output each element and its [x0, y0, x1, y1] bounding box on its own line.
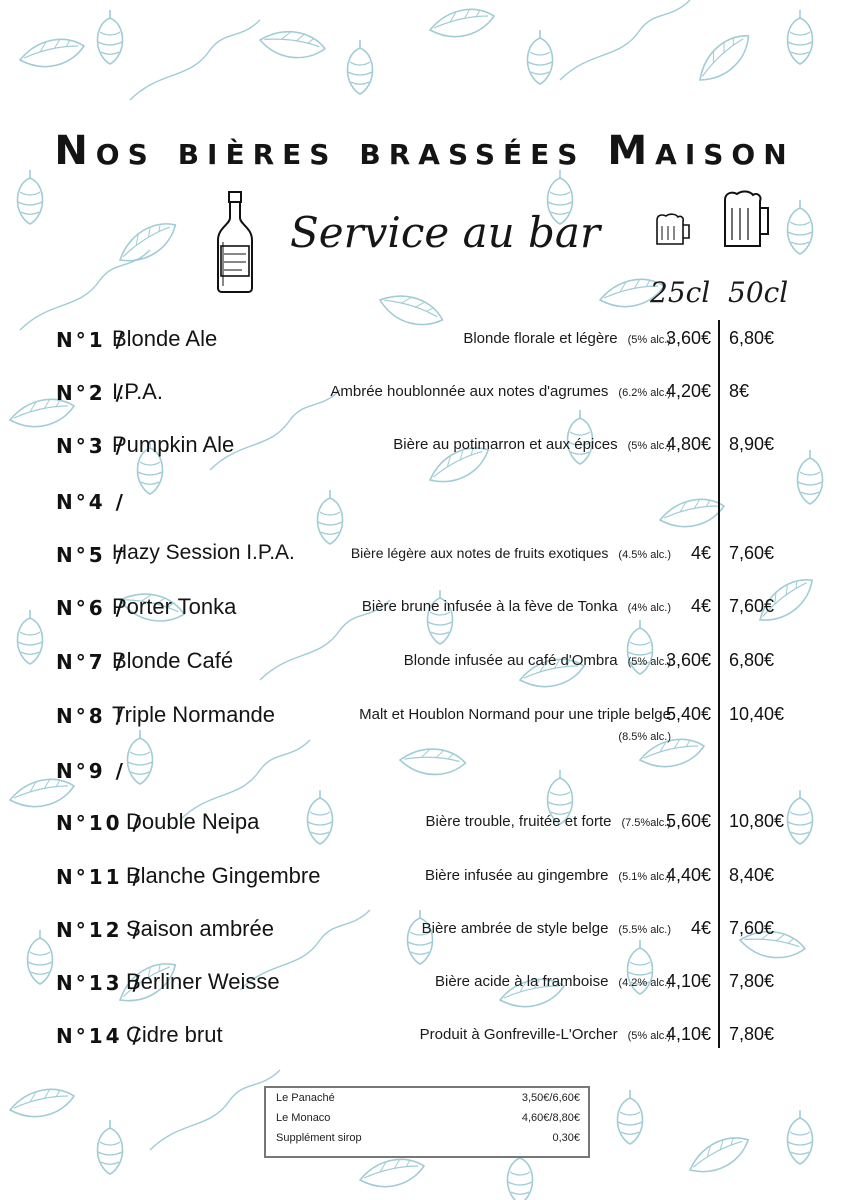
- beer-number: N°7 /: [56, 650, 126, 674]
- beer-alcohol: (5% alc.): [627, 656, 671, 668]
- beer-name: Double Neipa: [126, 809, 260, 834]
- price-50cl: 7,60€: [729, 918, 775, 938]
- beer-number: N°14 /: [56, 1024, 143, 1048]
- beer-alcohol: (4.2% alc.): [618, 977, 671, 989]
- beer-name: Porter Tonka: [112, 594, 237, 619]
- beer-name: Triple Normande: [112, 702, 276, 727]
- beer-row: [0, 698, 849, 754]
- beer-row: [0, 590, 849, 630]
- beer-name: I.P.A.: [112, 379, 163, 404]
- extra-label: Le Monaco: [276, 1112, 331, 1124]
- price-50cl: 6,80€: [729, 650, 775, 670]
- beer-description: Bière brune infusée à la fève de Tonka (4% alc.): [361, 598, 671, 615]
- beer-alcohol: (5.1% alc.): [618, 871, 671, 883]
- beer-description: Bière légère aux notes de fruits exotiques (4.5% alc.): [350, 545, 671, 561]
- beer-number: N°9 /: [56, 759, 126, 783]
- beer-number: N°6 /: [56, 596, 126, 620]
- beer-row: [0, 484, 849, 524]
- extras-box: [264, 1086, 590, 1158]
- beer-description: Bière ambrée de style belge (5.5% alc.): [421, 920, 671, 937]
- beer-row: [0, 1018, 849, 1058]
- price-25cl: 4,10€: [665, 1024, 711, 1044]
- extra-item: [276, 1132, 580, 1152]
- price-50cl: 8,40€: [729, 865, 775, 885]
- beer-alcohol: (5.5% alc.): [618, 924, 671, 936]
- beer-description: Blonde florale et légère (5% alc.): [463, 330, 671, 347]
- price-50cl: 8,90€: [729, 434, 775, 454]
- price-25cl: 4,80€: [665, 434, 711, 454]
- beer-number: N°12 /: [56, 918, 143, 942]
- price-25cl: 3,60€: [665, 328, 711, 348]
- beer-alcohol: (5% alc.): [627, 1030, 671, 1042]
- extra-price: 3,50€/6,60€: [521, 1092, 580, 1104]
- beer-description: Malt et Houblon Normand pour une triple belge (8.5% alc.): [359, 706, 671, 743]
- beer-name: Blonde Café: [112, 648, 234, 673]
- beer-alcohol: (5% alc.): [627, 440, 671, 452]
- beer-row: [0, 428, 849, 468]
- beer-number: N°1 /: [56, 328, 126, 352]
- beer-number: N°8 /: [56, 704, 126, 728]
- extra-label: Le Panaché: [276, 1092, 335, 1104]
- price-50cl: 7,80€: [729, 1024, 775, 1044]
- size-25cl-label: 25cl: [650, 276, 711, 309]
- beer-alcohol: (4% alc.): [627, 602, 671, 614]
- beer-row: [0, 805, 849, 845]
- beer-name: Blonde Ale: [112, 326, 218, 351]
- beer-description: Blonde infusée au café d'Ombra (5% alc.): [403, 652, 671, 669]
- beer-number: N°11 /: [56, 865, 143, 889]
- price-50cl: 7,60€: [729, 596, 775, 616]
- extra-price: 4,60€/8,80€: [521, 1112, 580, 1124]
- beer-number: N°5 /: [56, 543, 126, 567]
- beer-name: Pumpkin Ale: [112, 432, 235, 457]
- beer-row: [0, 859, 849, 899]
- price-50cl: 8€: [729, 381, 750, 401]
- price-25cl: 4,10€: [665, 971, 711, 991]
- beer-description: Ambrée houblonnée aux notes d'agrumes (6.2% alc.): [330, 383, 671, 400]
- beer-name: Cidre brut: [126, 1022, 223, 1047]
- extra-label: Supplément sirop: [276, 1132, 362, 1144]
- extra-price: 0,30€: [552, 1132, 580, 1144]
- beer-row: [0, 912, 849, 952]
- beer-row: [0, 537, 849, 577]
- price-25cl: 5,40€: [665, 704, 711, 724]
- beer-number: N°10 /: [56, 811, 143, 835]
- price-25cl: 4€: [690, 596, 711, 616]
- price-25cl: 4€: [690, 918, 711, 938]
- beer-description: Bière trouble, fruitée et forte (7.5%alc.): [425, 813, 671, 830]
- beer-name: Saison ambrée: [126, 916, 274, 941]
- beer-row: [0, 753, 849, 793]
- beer-row: [0, 965, 849, 1005]
- price-25cl: 5,60€: [665, 811, 711, 831]
- beer-name: Hazy Session I.P.A.: [112, 541, 295, 564]
- price-25cl: 4,20€: [665, 381, 711, 401]
- menu-subtitle: Service au bar: [290, 208, 601, 257]
- price-25cl: 3,60€: [665, 650, 711, 670]
- size-50cl-label: 50cl: [728, 276, 789, 309]
- beer-description: Bière acide à la framboise (4.2% alc.): [434, 973, 671, 990]
- price-25cl: 4€: [690, 543, 711, 563]
- beer-number: N°4 /: [56, 490, 126, 514]
- beer-description: Bière infusée au gingembre (5.1% alc.): [424, 867, 671, 884]
- beer-alcohol: (5% alc.): [627, 334, 671, 346]
- price-50cl: 7,60€: [729, 543, 775, 563]
- beer-name: Blanche Gingembre: [126, 863, 321, 888]
- beer-row: [0, 644, 849, 684]
- price-50cl: 10,40€: [729, 704, 785, 724]
- extra-item: [276, 1112, 580, 1132]
- beer-description: Bière au potimarron et aux épices (5% alc.): [393, 436, 671, 453]
- beer-description: Produit à Gonfreville-L'Orcher (5% alc.): [419, 1026, 671, 1043]
- beer-number: N°13 /: [56, 971, 143, 995]
- extra-item: [276, 1092, 580, 1112]
- beer-alcohol: (7.5%alc.): [621, 817, 671, 829]
- beer-row: [0, 322, 849, 362]
- beer-number: N°2 /: [56, 381, 126, 405]
- menu-title: Nos bières brassées Maison: [54, 128, 795, 174]
- price-50cl: 10,80€: [729, 811, 785, 831]
- beer-alcohol: (8.5% alc.): [618, 731, 671, 743]
- beer-alcohol: (6.2% alc.): [618, 387, 671, 399]
- beer-alcohol: (4.5% alc.): [618, 549, 671, 561]
- price-25cl: 4,40€: [665, 865, 711, 885]
- beer-name: Berliner Weisse: [126, 969, 280, 994]
- price-50cl: 7,80€: [729, 971, 775, 991]
- beer-number: N°3 /: [56, 434, 126, 458]
- price-50cl: 6,80€: [729, 328, 775, 348]
- beer-row: [0, 375, 849, 415]
